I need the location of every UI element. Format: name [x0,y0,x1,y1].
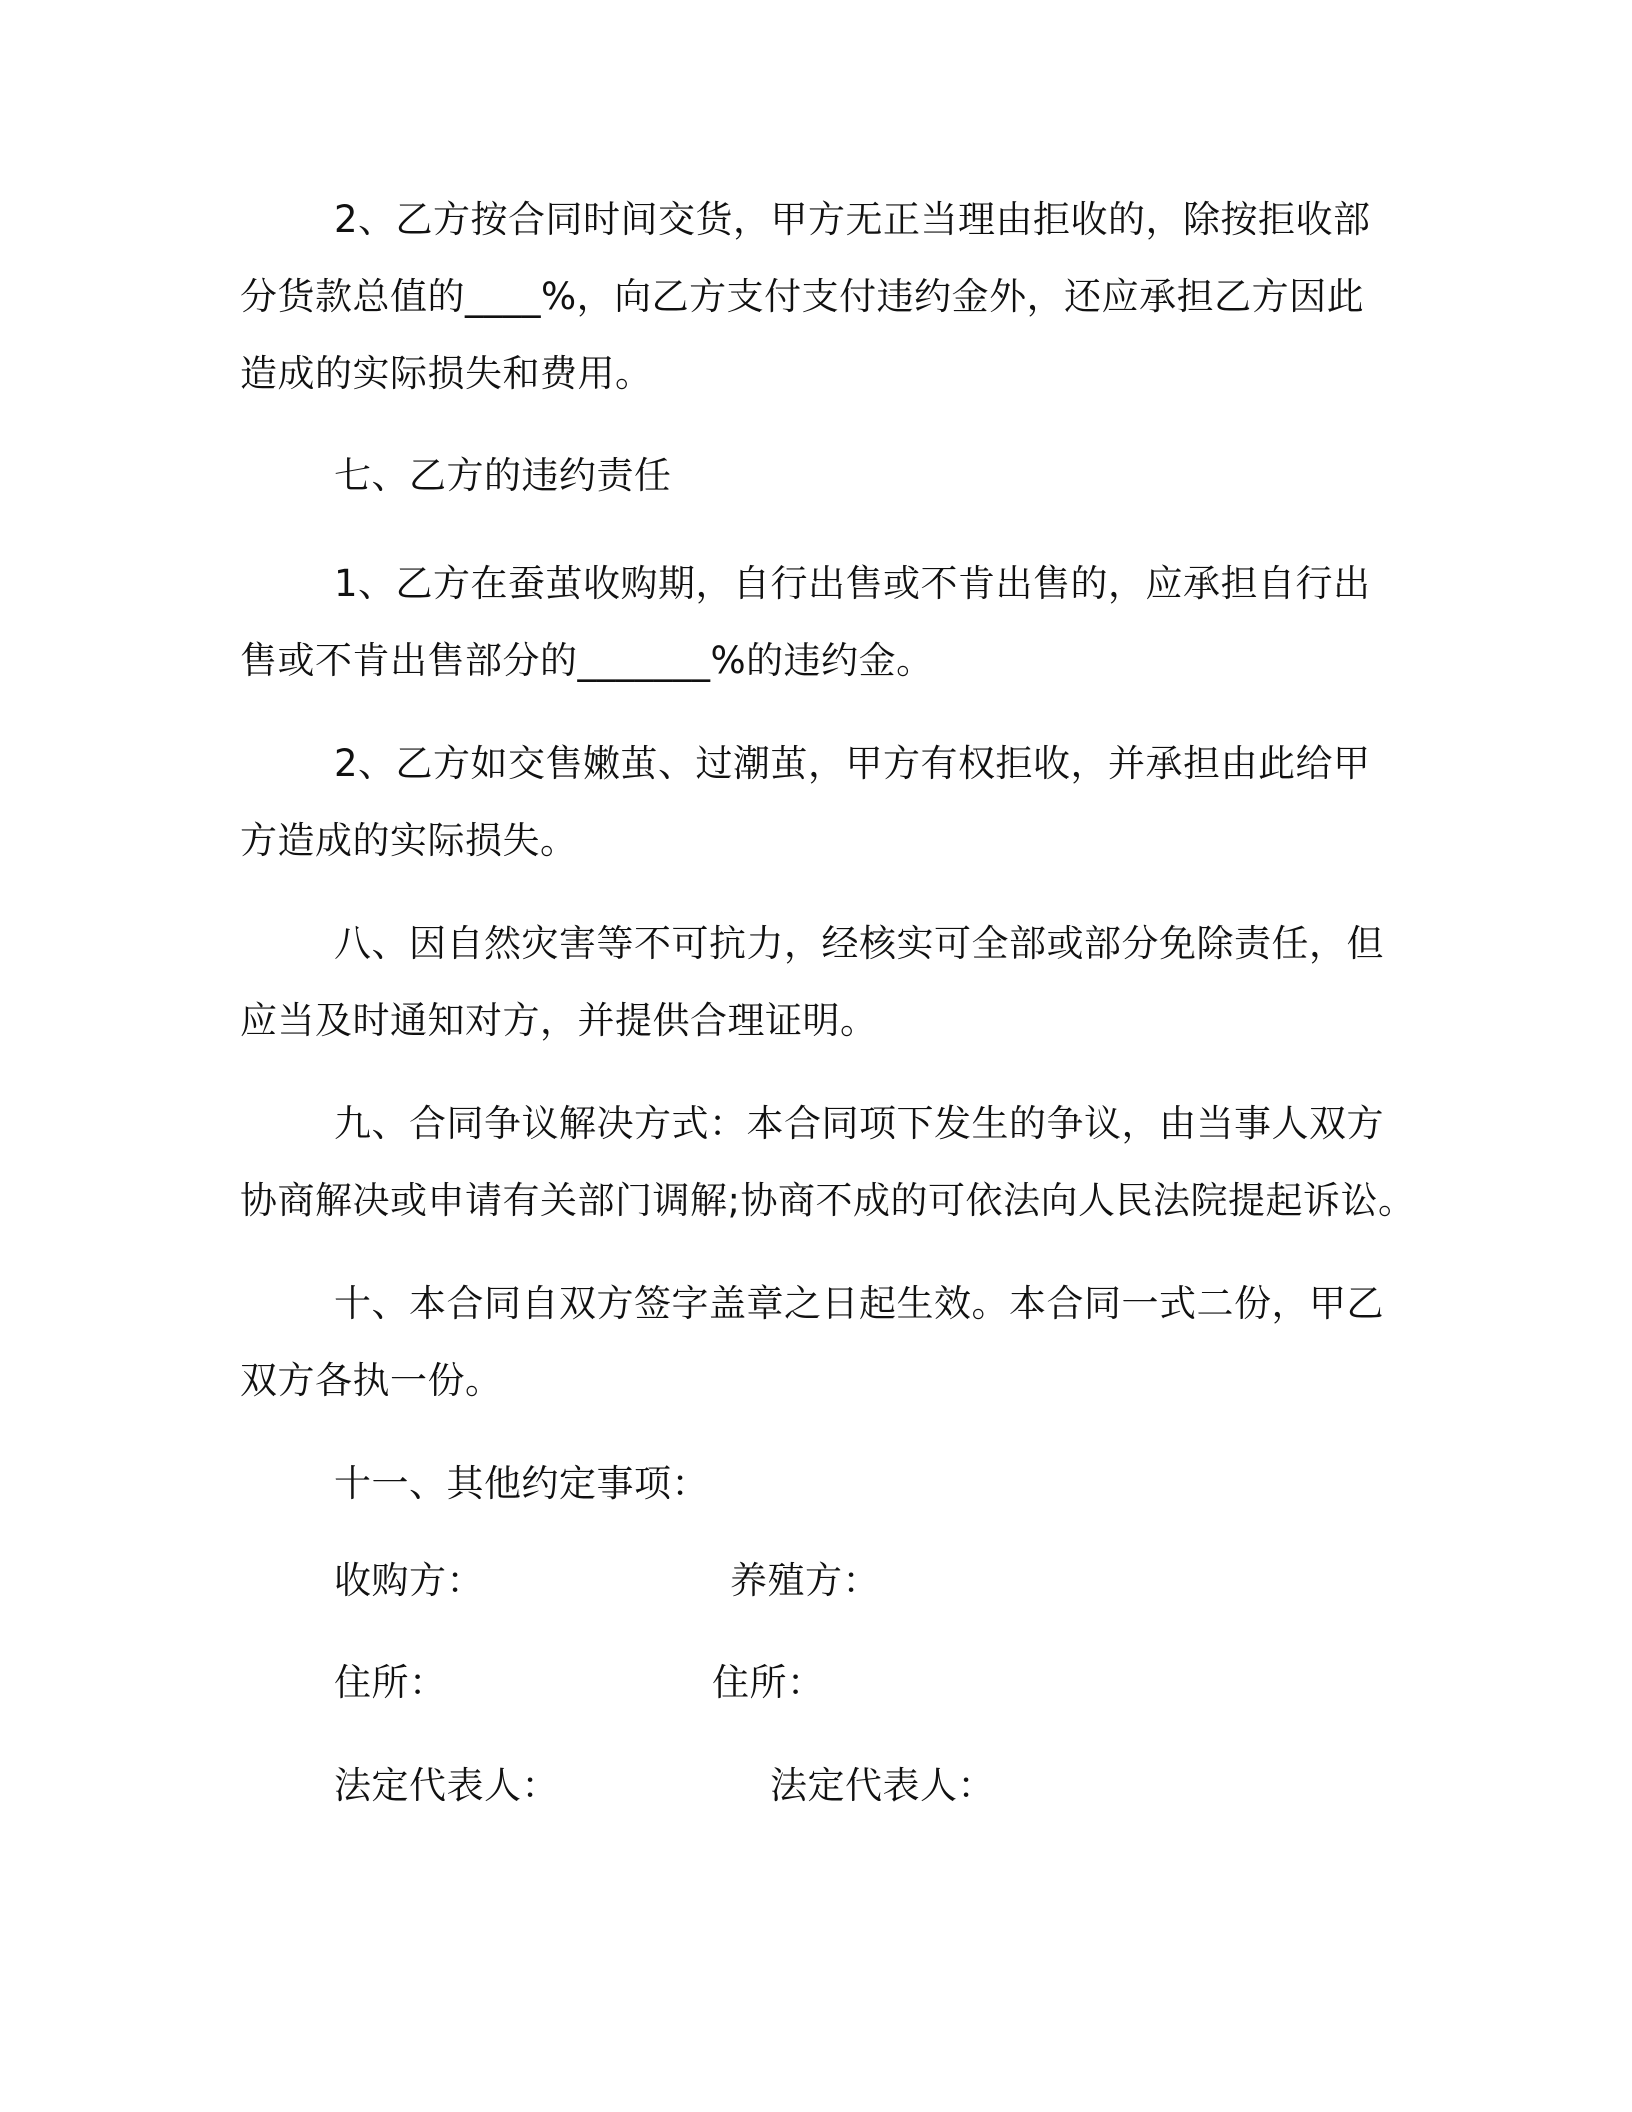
clause-10-line-2: 双方各执一份。 [240,1359,503,1402]
clause-7-2-line-1: 2、乙方如交售嫩茧、过潮茧，甲方有权拒收，并承担由此给甲 [334,742,1371,785]
clause-6-2-line-2: 分货款总值的____%，向乙方支付支付违约金外，还应承担乙方因此 [240,275,1365,318]
clause-6-2 [240,181,1390,412]
buyer-address-label: 住所： [334,1661,447,1704]
clause-8-line-1: 八、因自然灾害等不可抗力，经核实可全部或部分免除责任，但 [334,922,1384,965]
breeder-label: 养殖方： [730,1559,880,1602]
clause-9 [240,1085,1416,1239]
clause-6-2-line-3: 造成的实际损失和费用。 [240,352,653,395]
buyer-representative-label: 法定代表人： [334,1764,559,1807]
section-7-heading-text: 七、乙方的违约责任 [334,454,672,497]
clause-9-line-1: 九、合同争议解决方式：本合同项下发生的争议，由当事人双方 [334,1102,1384,1145]
clause-6-2-line-1: 2、乙方按合同时间交货，甲方无正当理由拒收的，除按拒收部 [334,198,1371,241]
clause-10-line-1: 十、本合同自双方签字盖章之日起生效。本合同一式二份，甲乙 [334,1282,1384,1325]
clause-7-1 [240,545,1390,699]
clause-9-line-2: 协商解决或申请有关部门调解;协商不成的可依法向人民法院提起诉讼。 [240,1179,1416,1222]
clause-11-text: 十一、其他约定事项： [334,1462,709,1505]
breeder-address-label: 住所： [712,1661,825,1704]
clause-7-1-line-1: 1、乙方在蚕茧收购期，自行出售或不肯出售的，应承担自行出 [334,562,1371,605]
clause-11 [240,1445,1390,1522]
clause-8-line-2: 应当及时通知对方，并提供合理证明。 [240,999,878,1042]
buyer-label: 收购方： [334,1559,484,1602]
clause-7-2-line-2: 方造成的实际损失。 [240,819,578,862]
clause-8 [240,905,1390,1059]
clause-7-2 [240,725,1390,879]
clause-10 [240,1265,1390,1419]
section-7-heading [240,437,1390,514]
clause-7-1-line-2: 售或不肯出售部分的_______%的违约金。 [240,639,934,682]
breeder-representative-label: 法定代表人： [770,1764,995,1807]
